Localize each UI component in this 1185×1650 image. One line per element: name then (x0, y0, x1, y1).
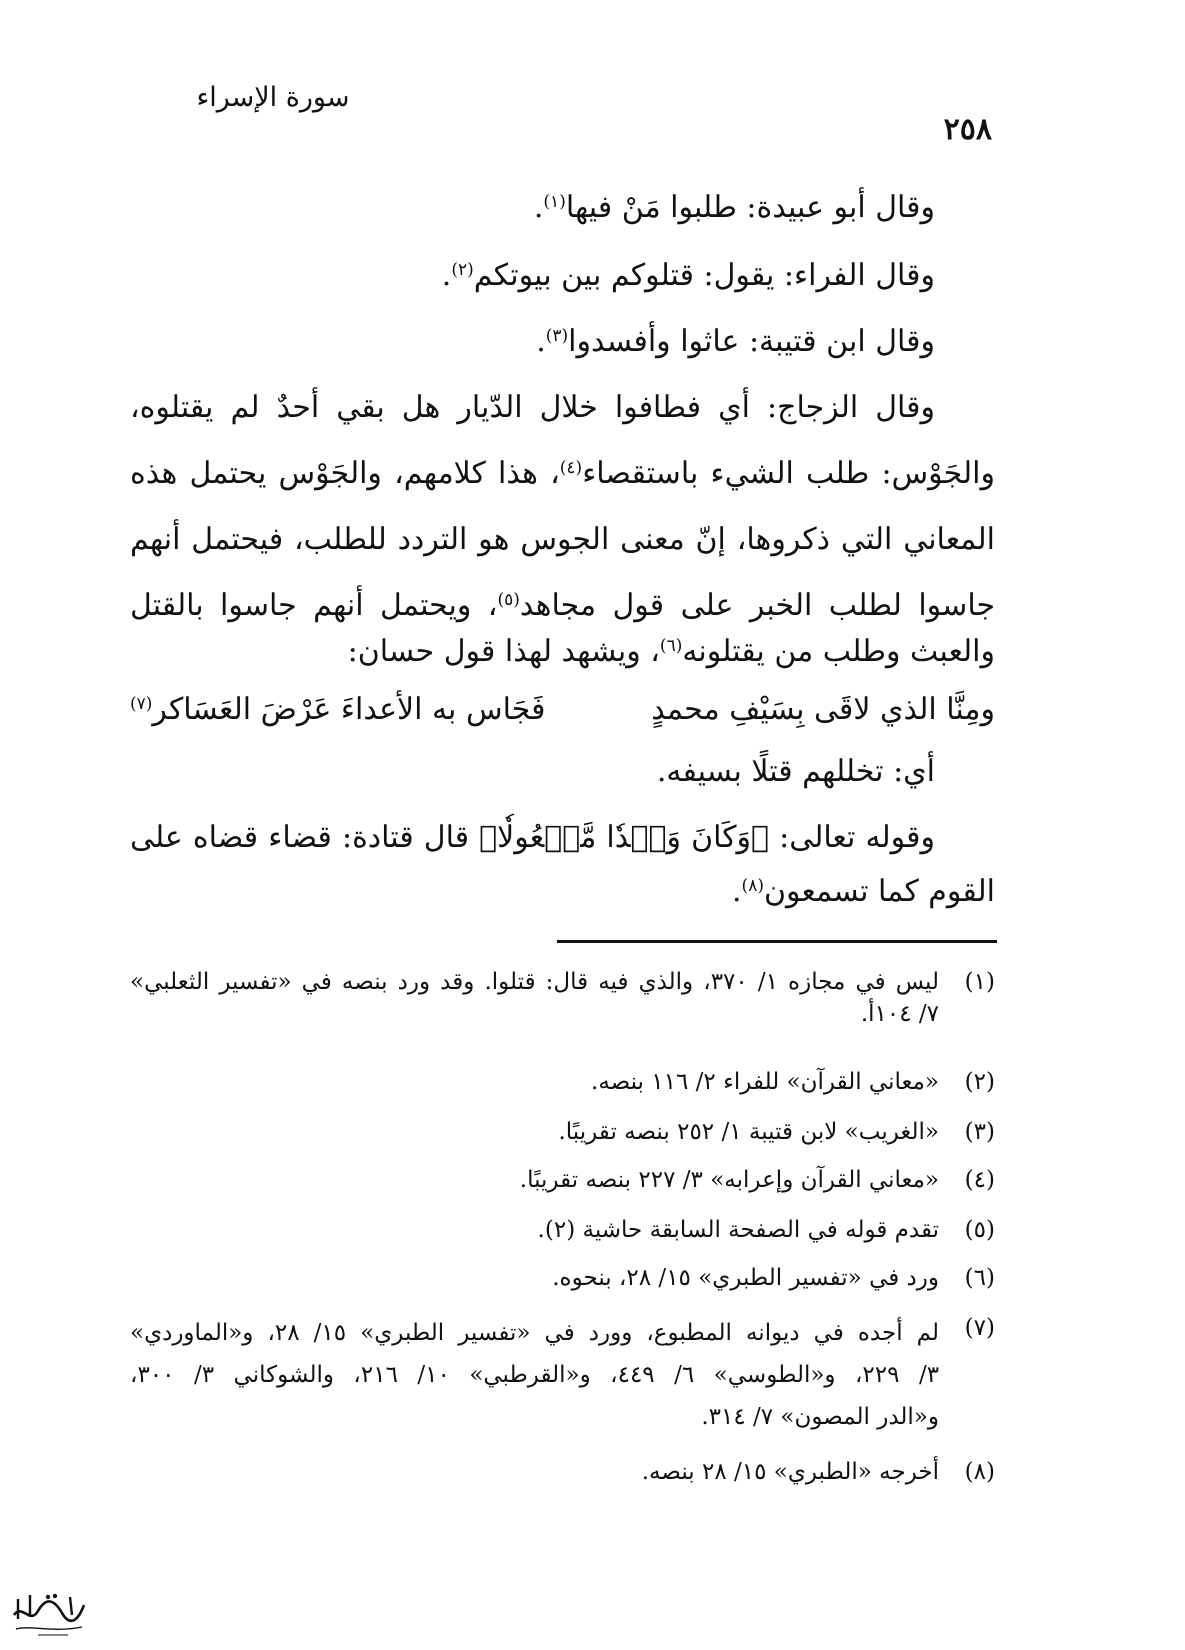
body-line: أي: تخللهم قتلًا بسيفه. (656, 754, 935, 789)
footnote-text: لم أجده في ديوانه المطبوع، وورد في «تفسير الطبري» ١٥/ ٢٨، و«الماوردي» ٣/ ٢٢٩، و«الطوسي» ٦/ ٤٤٩، و«القرطبي» ١٠/ ٢١٦، والشوكاني ٣/ ٣٠٠، و«الدر المصون» ٧/ ٣١٤. (130, 1320, 940, 1430)
footnote-number: (٣) (964, 1119, 995, 1145)
body-line: جاسوا لطلب الخبر على قول مجاهد$^{(٥)}$، ويحتمل أنهم جاسوا بالقتل (130, 588, 995, 623)
footnote-marker: (٢) (451, 260, 474, 280)
surah-title: سورة الإسراء (196, 82, 350, 113)
footnote-number: (٨) (964, 1459, 995, 1485)
body-line: وقال الفراء: يقول: قتلوكم بين بيوتكم$^{(٢)}$. (441, 258, 935, 293)
quran-verse-line: وقوله تعالى: ﴿وَكَانَ وَعۡدٗا مَّفۡعُولٗا﴾ قال قتادة: قضاء قضاه على (130, 820, 935, 855)
footnote-item (130, 966, 995, 1030)
body-line: القوم كما تسمعون$^{(٨)}$. (732, 874, 995, 909)
footnote-number: (١) (964, 969, 995, 995)
footnote-text: «معاني القرآن» للفراء ٢/ ١١٦ بنصه. (591, 1069, 939, 1095)
footnote-text: ورد في «تفسير الطبري» ١٥/ ٢٨، بنحوه. (552, 1265, 939, 1291)
footnote-number: (٥) (964, 1217, 995, 1243)
publisher-logo (8, 1585, 90, 1643)
footnote-item (130, 1066, 995, 1098)
footnote-marker: (٦) (659, 636, 683, 656)
footnote-number: (٧) (964, 1315, 995, 1341)
footnote-number: (٤) (964, 1167, 995, 1193)
footnote-marker: (٤) (559, 458, 583, 478)
body-line: وقال ابن قتيبة: عاثوا وأفسدوا$^{(٣)}$. (536, 324, 935, 359)
footnote-marker: (٨) (741, 876, 764, 896)
footnote-number: (٦) (964, 1265, 995, 1291)
body-line: وقال الزجاج: أي فطافوا خلال الدّيار هل بقي أحدٌ لم يقتلوه، (130, 390, 935, 425)
poem-hemistich-second: فَجَاس به الأعداءَ عَرْضَ العَسَاكر$^{(٧)}$ (130, 692, 546, 727)
body-line: المعاني التي ذكروها، إنّ معنى الجوس هو التردد للطلب، فيحتمل أنهم (130, 522, 995, 557)
footnote-divider (557, 940, 997, 943)
footnote-item (130, 1164, 995, 1196)
footnote-text: تقدم قوله في الصفحة السابقة حاشية (٢). (537, 1217, 939, 1243)
body-line: والعبث وطلب من يقتلونه$^{(٦)}$، ويشهد لهذا قول حسان: (347, 634, 995, 669)
footnote-number: (٢) (964, 1069, 995, 1095)
poem-verse (130, 690, 995, 730)
footnote-text: أخرجه «الطبري» ١٥/ ٢٨ بنصه. (641, 1459, 939, 1485)
poem-hemistich-first: ومِنَّا الذي لاقَى بِسَيْفِ محمدٍ (651, 692, 995, 727)
footnote-item (130, 1116, 995, 1148)
footnote-text: ليس في مجازه ١/ ٣٧٠، والذي فيه قال: قتلوا. وقد ورد بنصه في «تفسير الثعلبي» ٧/ ١٠٤أ. (130, 969, 939, 1027)
body-line: والجَوْس: طلب الشيء باستقصاء$^{(٤)}$، هذا كلامهم، والجَوْس يحتمل هذه (130, 456, 996, 491)
footnote-marker: (١) (543, 192, 566, 212)
footnote-text: «الغريب» لابن قتيبة ١/ ٢٥٢ بنصه تقريبًا. (558, 1119, 939, 1145)
page-number: ٢٥٨ (943, 112, 992, 147)
footnote-item (130, 1312, 995, 1438)
footnote-marker: (٥) (497, 590, 520, 610)
body-line: وقال أبو عبيدة: طلبوا مَنْ فيها$^{(١)}$. (533, 190, 935, 225)
footnote-item (130, 1214, 995, 1246)
footnote-marker: (٧) (130, 694, 153, 714)
footnote-item (130, 1456, 995, 1488)
footnote-marker: (٣) (545, 326, 569, 346)
footnote-text: «معاني القرآن وإعرابه» ٣/ ٢٢٧ بنصه تقريبًا. (519, 1167, 939, 1193)
footnote-item (130, 1262, 995, 1294)
